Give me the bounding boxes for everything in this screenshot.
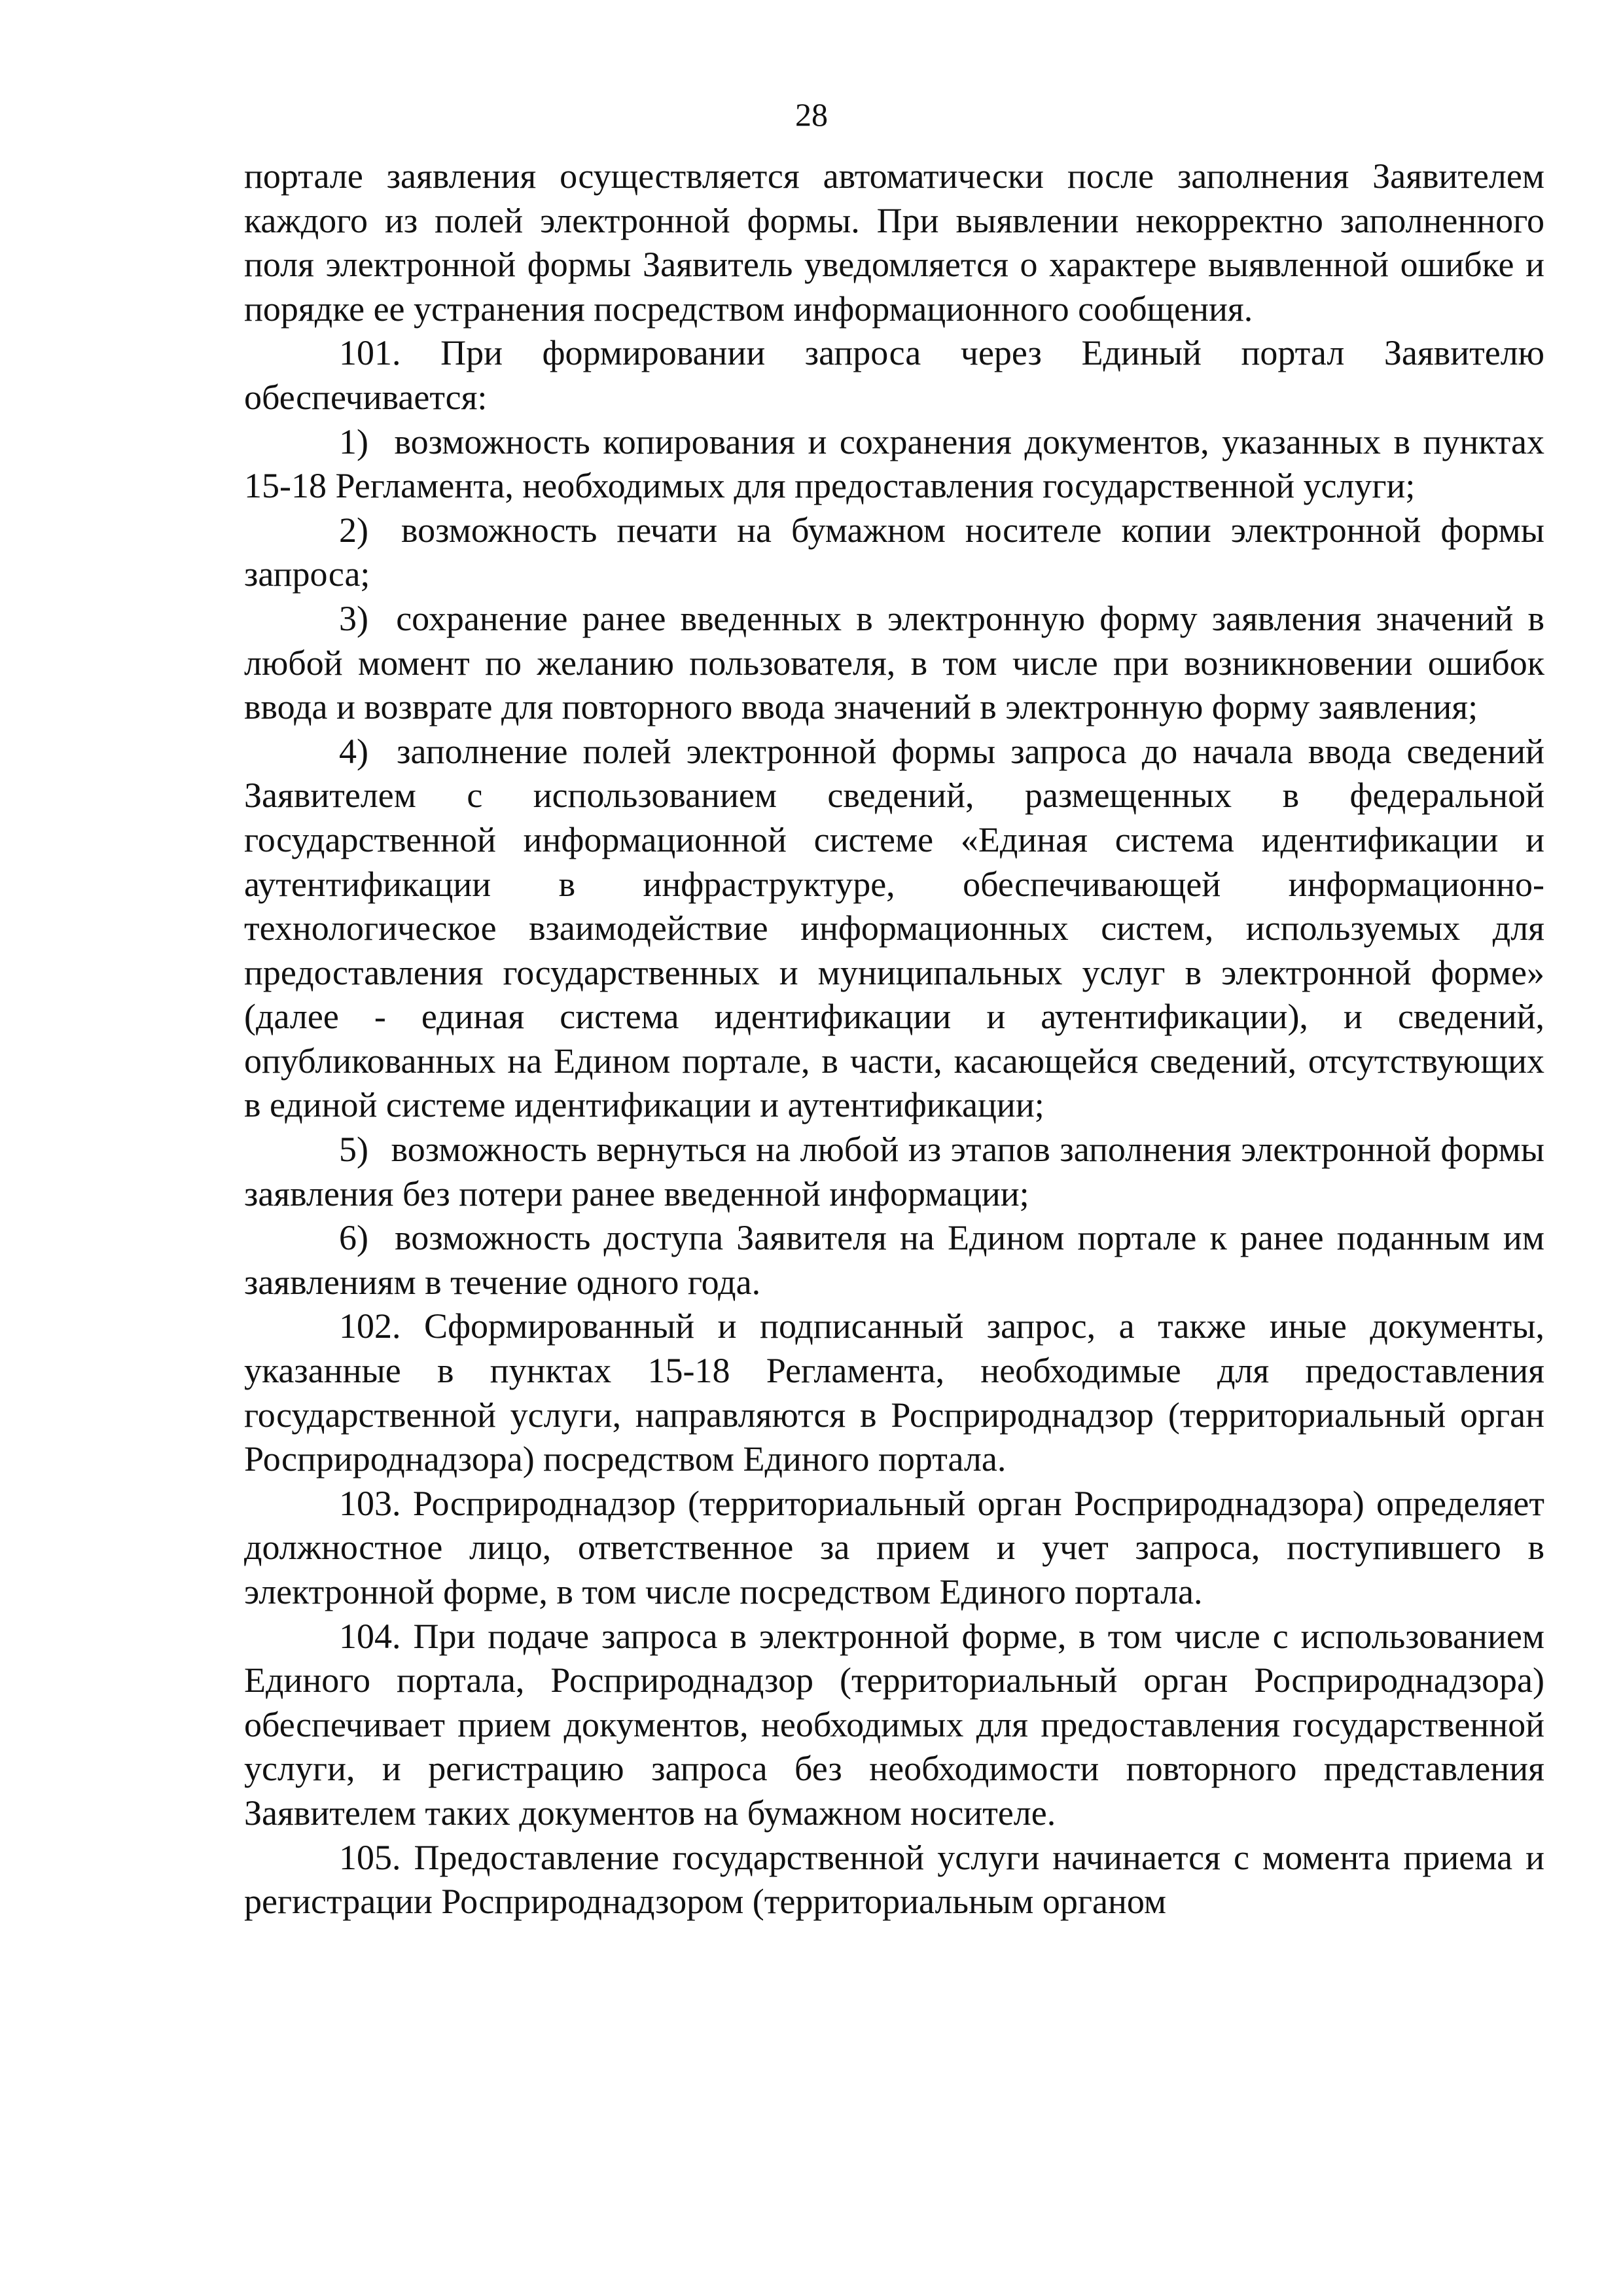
- list-item-number: 3): [339, 598, 368, 638]
- paragraph-104: 104. При подаче запроса в электронной форме, в том числе с использованием Единого портала, Росприроднадзор (территориальный орган Росприроднадзора) обеспечивает прием документов, необходимых для предоставления государственной услуги, и регистрацию запроса без необходимости повторного представления Заявителем таких документов на бумажном носителе.: [244, 1616, 1544, 1833]
- paragraph-102: 102. Сформированный и подписанный запрос, а также иные документы, указанные в пунктах 15-18 Регламента, необходимые для предоставления государственной услуги, направляются в Росприроднадзор (территориальный орган Росприроднадзора) посредством Единого портала.: [244, 1306, 1544, 1479]
- page-number: 28: [795, 96, 828, 133]
- list-item: [244, 509, 1544, 597]
- paragraph-103: 103. Росприроднадзор (территориальный орган Росприроднадзора) определяет должностное лицо, ответственное за прием и учет запроса, поступившего в электронной форме, в том числе посредством Единого портала.: [244, 1483, 1544, 1611]
- list-item-text: возможность печати на бумажном носителе копии электронной формы запроса;: [244, 510, 1544, 594]
- paragraph-105: 105. Предоставление государственной услуги начинается с момента приема и регистрации Росприроднадзором (территориальным органом: [244, 1837, 1544, 1922]
- list-item-number: 6): [339, 1218, 368, 1258]
- list-item: [244, 1128, 1544, 1216]
- list-item-text: возможность доступа Заявителя на Едином портале к ранее поданным им заявлениям в течение одного года.: [244, 1218, 1545, 1302]
- list-item: [244, 597, 1544, 730]
- list-item-number: 5): [339, 1130, 368, 1170]
- list-item-text: возможность вернуться на любой из этапов заполнения электронной формы заявления без потери ранее введенной информации;: [244, 1130, 1545, 1213]
- list-item-text: сохранение ранее введенных в электронную форму заявления значений в любой момент по желанию пользователя, в том числе при возникновении ошибок ввода и возврате для повторного ввода значений в электронную форму заявления;: [244, 598, 1544, 727]
- list-item: [244, 730, 1544, 1128]
- paragraph-101: 101. При формировании запроса через Единый портал Заявителю обеспечивается:: [244, 333, 1544, 417]
- list-item-text: возможность копирования и сохранения документов, указанных в пунктах 15-18 Регламента, необходимых для предоставления государственной услуги;: [244, 422, 1544, 506]
- paragraph-continuation: порталe заявления осуществляется автоматически после заполнения Заявителем каждого из полей электронной формы. При выявлении некорректно заполненного поля электронной формы Заявитель уведомляется о характере выявленной ошибке и порядке ее устранения посредством информационного сообщения.: [244, 156, 1544, 329]
- document-body: [244, 154, 1544, 1924]
- list-item-number: 4): [339, 731, 368, 771]
- list-item-number: 2): [339, 510, 368, 550]
- list-item-text: заполнение полей электронной формы запроса до начала ввода сведений Заявителем с использованием сведений, размещенных в федеральной государственной информационной системе «Единая система идентификации и аутентификации в инфраструктуре, обеспечивающей информационно-технологическое взаимодействие информационных систем, используемых для предоставления государственных и муниципальных услуг в электронной форме» (далее - единая система идентификации и аутентификации), и сведений, опубликованных на Едином портале, в части, касающейся сведений, отсутствующих в единой системе идентификации и аутентификации;: [244, 731, 1544, 1125]
- list-item: [244, 420, 1544, 509]
- list-item-number: 1): [339, 422, 368, 461]
- list-item: [244, 1216, 1544, 1304]
